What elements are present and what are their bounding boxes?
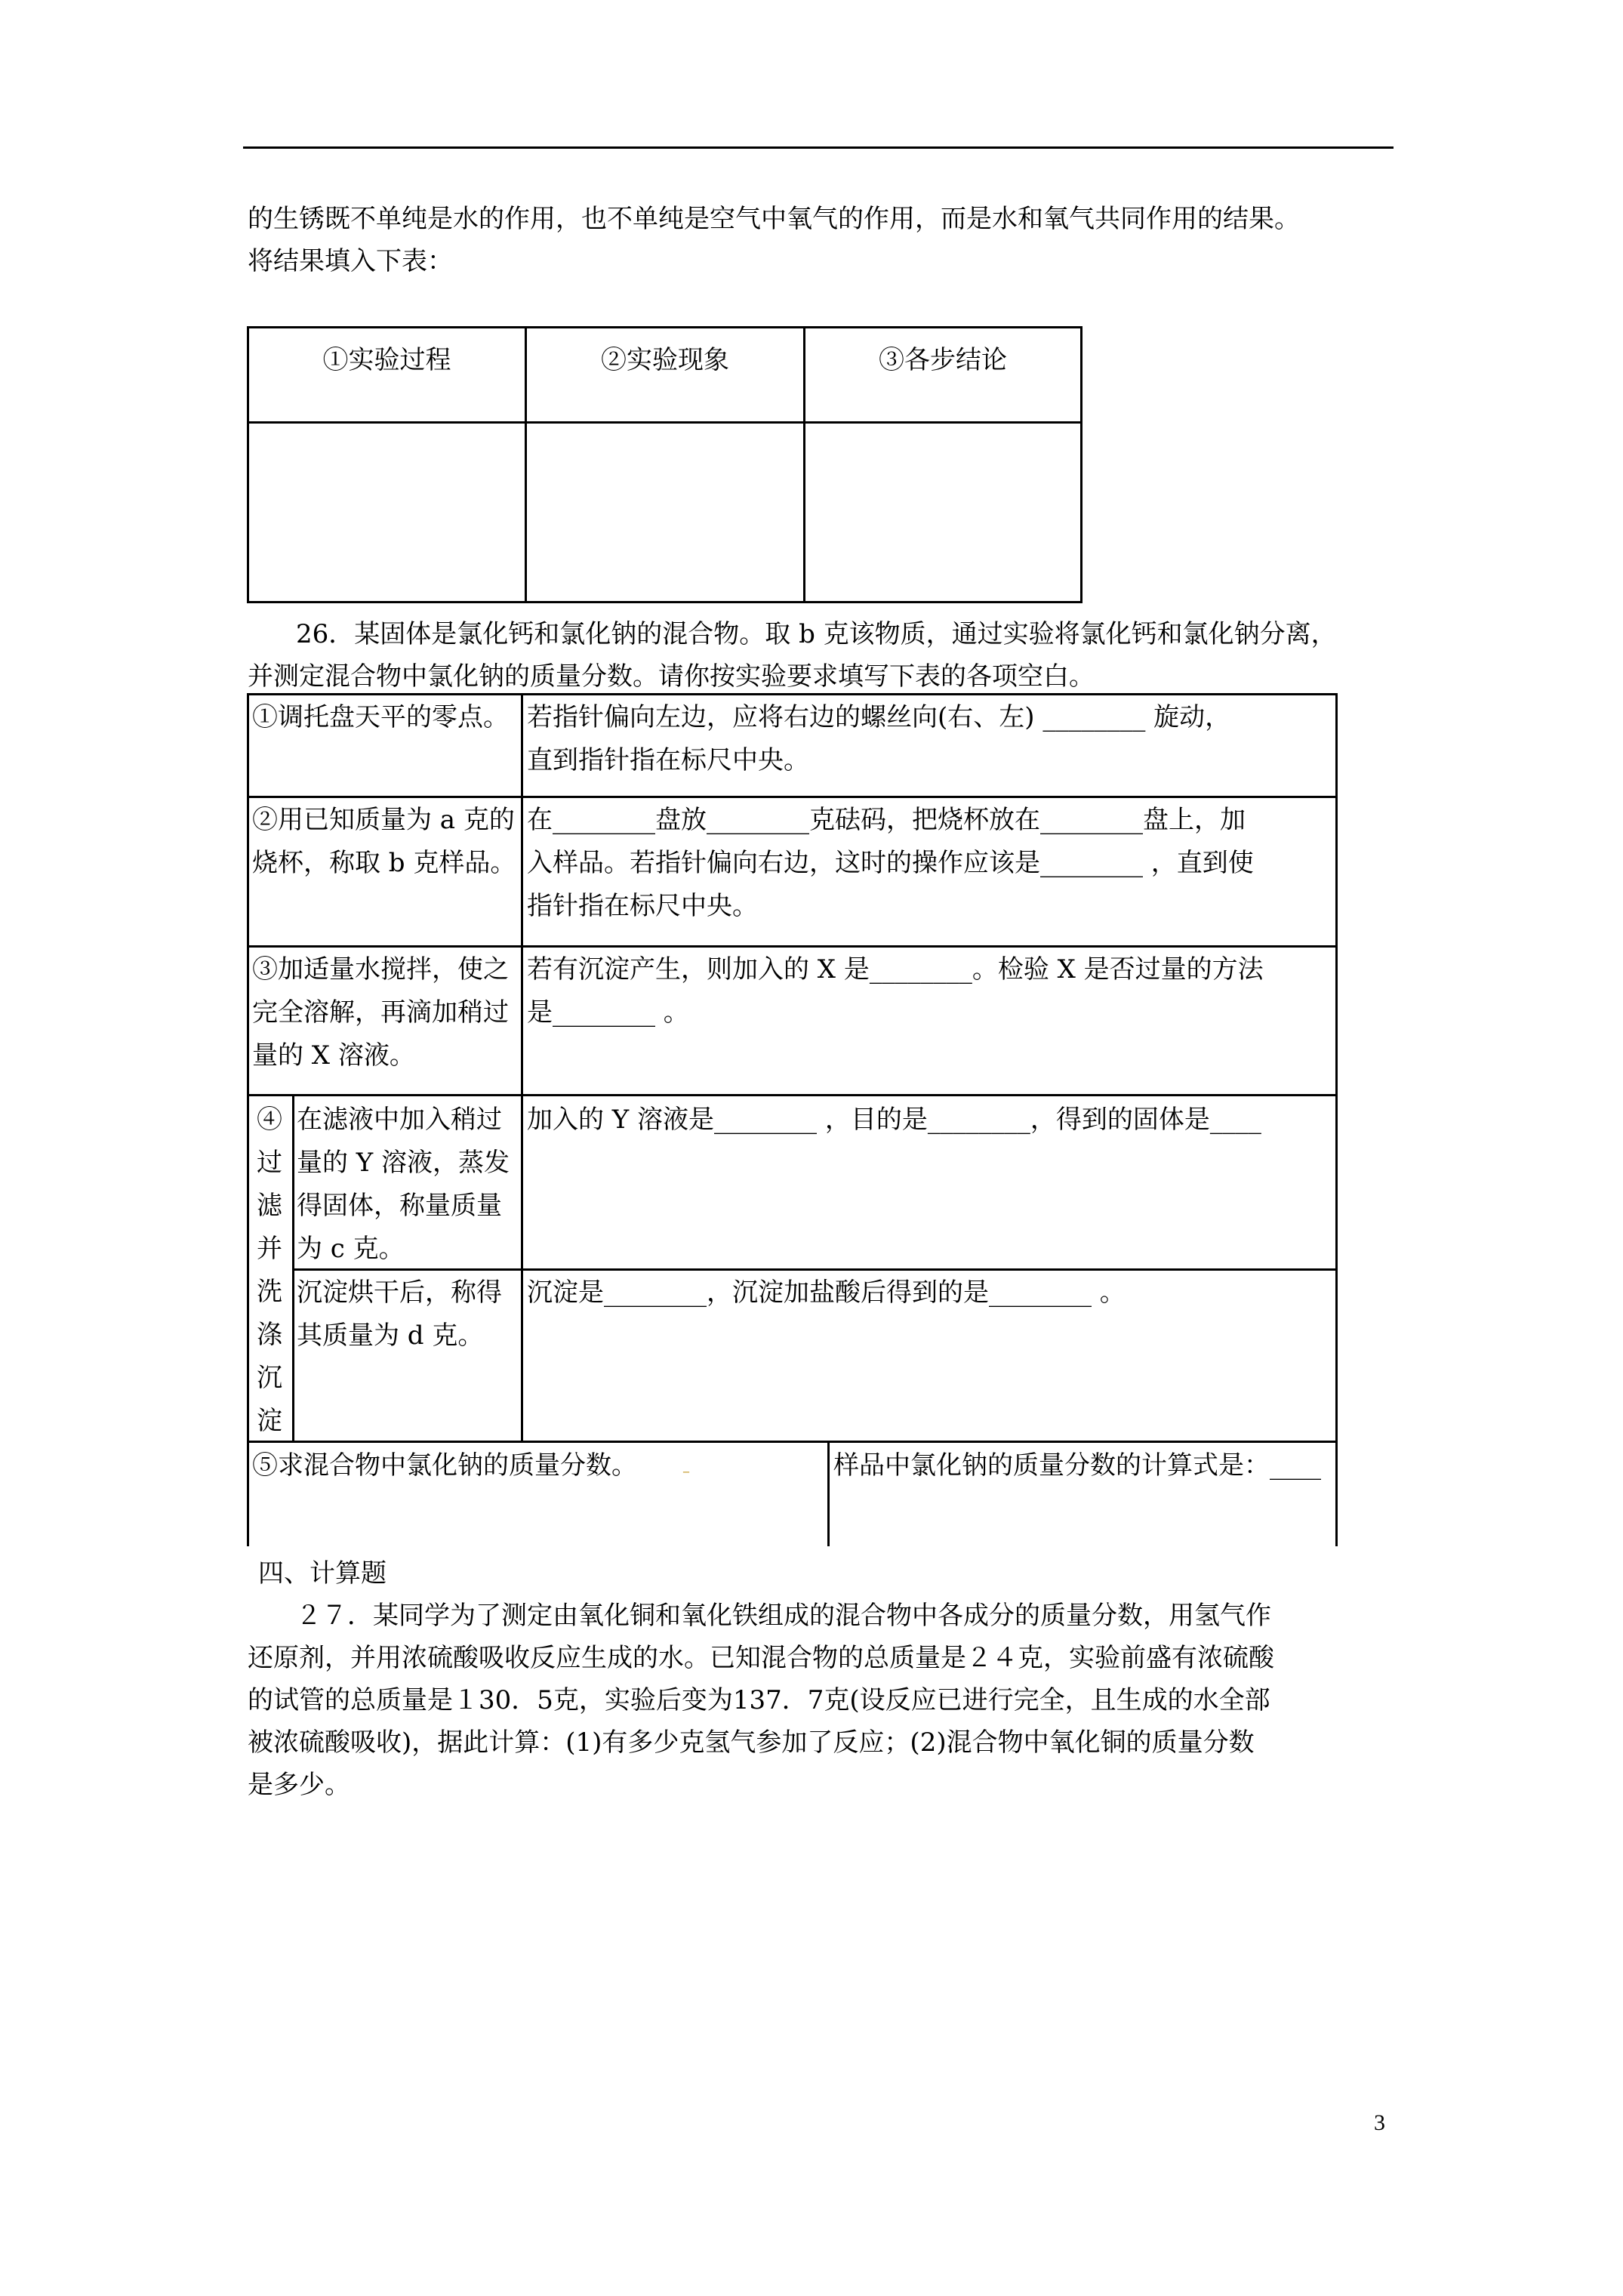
grid-line [292, 1094, 294, 1441]
intro-line-1: 的生锈既不单纯是水的作用，也不单纯是空气中氧气的作用，而是水和氧气共同作用的结果。 [248, 204, 1300, 234]
table2-step2-instruction-2: 入样品。若指针偏向右边，这时的操作应该是________ ，直到使 [527, 848, 1254, 878]
grid-line [1335, 693, 1338, 1546]
grid-line [247, 1441, 1338, 1443]
table1-header-phenomenon: ②实验现象 [526, 328, 805, 423]
grid-line [521, 693, 523, 1441]
q27-line-1: ２７．某同学为了测定由氧化铜和氧化铁组成的混合物中各成分的质量分数，用氢气作 [296, 1601, 1271, 1631]
table1-header-process: ①实验过程 [248, 328, 526, 423]
table2-step3-instruction-1: 若有沉淀产生，则加入的 X 是________。检验 X 是否过量的方法 [527, 954, 1264, 985]
table2-step3-instruction-2: 是________ 。 [527, 997, 689, 1028]
table2-step2-instruction-1: 在________盘放________克砝码，把烧杯放在________盘上，加 [527, 805, 1246, 835]
table2-step4-label: ④过滤并洗涤沉淀 [257, 1105, 282, 1436]
table2-step4b-question: 沉淀是________，沉淀加盐酸后得到的是________ 。 [527, 1277, 1126, 1308]
q27-line-4: 被浓硫酸吸收)，据此计算：(1)有多少克氢气参加了反应；(2)混合物中氧化铜的质量分数 [248, 1727, 1255, 1758]
table1-header-conclusion: ③各步结论 [805, 328, 1082, 423]
table2-step4b-procedure: 沉淀烘干后，称得其质量为 d 克。 [297, 1277, 502, 1351]
q27-line-3: 的试管的总质量是１30．5克，实验后变为137．7克(设反应已进行完全，且生成的水全部 [248, 1685, 1270, 1715]
table1-cell-phenomenon[interactable] [526, 423, 805, 603]
table2-step1-label: ①调托盘天平的零点。 [252, 702, 509, 732]
page-number: 3 [1374, 2110, 1385, 2135]
q26-line-2: 并测定混合物中氯化钠的质量分数。请你按实验要求填写下表的各项空白。 [248, 661, 1095, 692]
section4-heading: 四、计算题 [258, 1558, 387, 1589]
intro-line-2: 将结果填入下表： [248, 246, 453, 276]
grid-line [247, 1094, 1338, 1096]
table1-cell-process[interactable] [248, 423, 526, 603]
table2-step2-instruction-3: 指针指在标尺中央。 [527, 891, 758, 921]
stray-mark: – [682, 1462, 690, 1480]
grid-line [247, 945, 1338, 948]
grid-line [827, 1441, 830, 1546]
grid-line [247, 693, 1338, 695]
table2-step5-label: ⑤求混合物中氯化钠的质量分数。 [252, 1450, 637, 1481]
table2-step1-instruction-2: 直到指针指在标尺中央。 [527, 745, 809, 775]
header-rule [243, 146, 1394, 149]
grid-line [247, 796, 1338, 798]
table2-step5-question: 样品中氯化钠的质量分数的计算式是：____ [833, 1450, 1321, 1481]
table1-cell-conclusion[interactable] [805, 423, 1082, 603]
grid-line [247, 693, 249, 1546]
table2-step2-label: ②用已知质量为 a 克的烧杯，称取 b 克样品。 [252, 805, 516, 878]
table2-step3-label: ③加适量水搅拌，使之完全溶解，再滴加稍过量的 X 溶液。 [252, 954, 509, 1071]
q27-line-2: 还原剂，并用浓硫酸吸收反应生成的水。已知混合物的总质量是２４克，实验前盛有浓硫酸 [248, 1643, 1274, 1673]
q27-line-5: 是多少。 [248, 1770, 350, 1800]
table2-step4a-question: 加入的 Y 溶液是________ ，目的是________，得到的固体是____ [527, 1105, 1261, 1135]
table2-step1-instruction-1: 若指针偏向左边，应将右边的螺丝向(右、左) ________ 旋动， [527, 702, 1231, 732]
result-table [247, 326, 1083, 603]
q26-line-1: 26．某固体是氯化钙和氯化钠的混合物。取 b 克该物质，通过实验将氯化钙和氯化钠分离， [296, 619, 1337, 649]
table2-step4a-procedure: 在滤液中加入稍过量的 Y 溶液，蒸发得固体，称量质量为 c 克。 [297, 1105, 510, 1264]
